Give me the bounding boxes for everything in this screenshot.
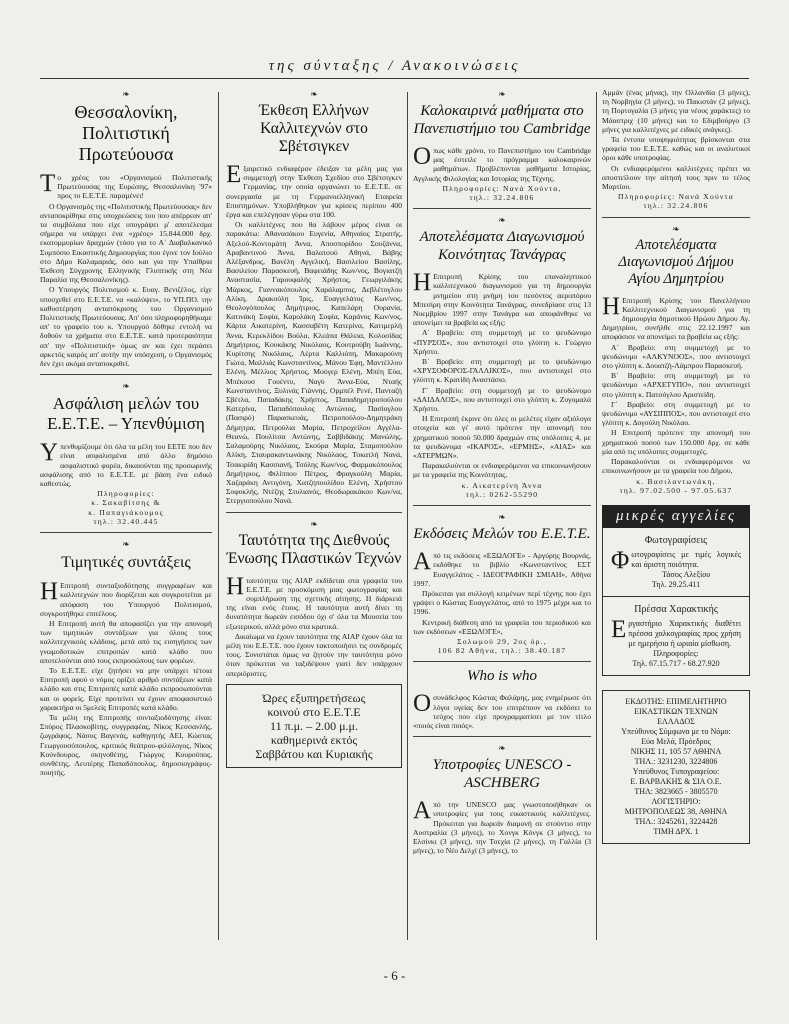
- ornament-icon: ❧: [122, 381, 130, 392]
- contact-line: 106 82 Αθήνα, τηλ.: 38.40.187: [437, 646, 567, 656]
- drop-cap: Α: [413, 548, 432, 576]
- article-title: Ταυτότητα της Διεθνούς Ένωσης Πλαστικών Τεχνών: [226, 531, 402, 567]
- publisher-box: [602, 690, 750, 844]
- article-paragraph: Α΄ Βραβείο: στη συμμετοχή με το ψευδώνυμο «ΠΥΡΣΟΣ», που αντιστοιχεί στο γλύπτη κ. Γεώργιο Χρήστο.: [413, 328, 591, 356]
- office-hours-box: [226, 684, 402, 768]
- ornament-icon: ❧: [672, 223, 680, 234]
- article-paragraph: Αμμάν (ένας μήνας), την Ολλανδία (3 μήνες), τη Νορβηγία (3 μήνες), το Πακιστάν (2 μήνες), τη Πορτογαλία (3 μήνες για νέους χαράκτες) το Μάαστριχ (10 μήνες) και το Εδιμβούργο (3 μήνες για καλλιτέχνες με ειδικές ανάγκες).: [602, 88, 750, 134]
- column-3: [413, 88, 591, 856]
- contact-line: τηλ.: 32.40.445: [93, 516, 159, 526]
- article-paragraph: Η Επιτροπή αυτή θα αποφασίζει για την απονομή των τιμητικών συντάξεων για όλους τους καλλιτεχνικούς κλάδους, μετά από τις εισηγήσεις των γνωμοδοτικών επιτροπών κατά κλάδο που αποτελούνται από τους εκπροσώπους των φορέων.: [40, 618, 212, 665]
- column-divider: [596, 92, 597, 940]
- drop-cap: Ο: [413, 690, 432, 718]
- office-hours-line: καθημερινά εκτός: [270, 732, 358, 747]
- section-divider: [413, 736, 591, 737]
- publisher-line: ΤΗΛ.: 3245261, 3224428: [634, 817, 718, 827]
- publisher-line: ΕΙΚΑΣΤΙΚΩΝ ΤΕΧΝΩΝ: [634, 707, 718, 717]
- article-paragraph: Παρακαλούνται οι ενδιαφερόμενοι να επικοινωνήσουν με τα γραφεία του Δήμου,: [602, 457, 750, 476]
- contact-line: Τάσος Αλεξίου: [662, 570, 711, 580]
- article-title: Έκθεση Ελλήνων Καλλιτεχνών στο Σβέτσιγκεν: [259, 102, 369, 155]
- article-paragraph: Η Επιτροπή πρότεινε την απονομή του χρηματικού ποσού των 150.000 δρχ. σε κάθε μία από τις υπόλοιπες συμμετοχές.: [602, 428, 750, 456]
- ornament-icon: ❧: [310, 89, 318, 99]
- article-paragraph: Ηταυτότητα της ΑΙΑΡ εκδίδεται στα γραφεία του Ε.Ε.Τ.Ε. με προσκόμιση μιας φωτογραφίας και συμπλήρωση της σχετικής αίτησης. Η διάρκειά της είναι ενός έτους. Η ταυτότητα αυτή δίνει τη δυνατότητα δωρεάν εισόδου όχι σ' όλα τα Μουσεία του εξωτερικού, αλλά μόνο στα κρατικά.: [226, 572, 402, 631]
- article-paragraph: Από την UNESCO μας γνωστοποιήθηκαν οι υποτροφίες για τους εικαστικούς καλλιτέχνες. Πρόκειται για δωρεάν διαμονή σε στούντιο στην Αυστραλία (3 μήνες), το Χονγκ Κόνγκ (3 μήνες), το Ελσίνκι (3 μήνες), την Τσεχία (2 μήνες), τη Γαλλία (3 μήνες), το Νέο Δελχί (3 μήνες), το: [413, 797, 591, 856]
- drop-cap: Τ: [40, 170, 56, 197]
- ad-text: Φωτογραφίσεις με τιμές λογικές και άριστη ποιότητα.: [611, 547, 741, 575]
- contact-line: τηλ.: 0262-55290: [465, 489, 539, 499]
- section-divider: [413, 505, 591, 506]
- article-paragraph: Εξαιρετικό ενδιαφέρον έδειξαν τα μέλη μας για συμμετοχή στην Έκθεση Σχεδίου στο Σβέτσιγκεν Γερμανίας, την οποία οργανώνει το Ε.Ε.Τ.Ε. σε συνεργασία με τη Γερμανοελληνική Εταιρεία Επιστημόνων. Υποβλήθηκαν για κρίσεις περίπου 400 έργα και επελέγησαν γύρω στα 100.: [226, 161, 402, 220]
- drop-cap: Η: [226, 572, 245, 600]
- contact-line: τηλ. 97.02.500 - 97.05.637: [619, 485, 733, 495]
- publisher-line: Εύα Μελά, Πρόεδρος: [641, 737, 711, 747]
- article-paragraph: Το χρέος του «Οργανισμού Πολιτιστικής Πρωτεύουσας της Ευρώπης, Θεσσαλονίκη '97» προς το Ε.Ε.Τ.Ε. παραμένει!: [40, 170, 212, 201]
- contact-line: Σολωμού 29, 2ος όρ.,: [457, 636, 547, 646]
- contact-line: κ. Παπαγιάκουμος: [88, 507, 164, 517]
- article-paragraph: Δικαίωμα να έχουν ταυτότητα της ΑΙΑΡ έχουν όλα τα μέλη του Ε.Ε.Τ.Ε. που έχουν τακτοποιήσει τις συνδρομές τους. Συνιστάται όμως να ζητούν την ταυτότητα μόνο όταν πρόκειται να ταξιδέψουν γιατί δεν υπάρχουν απεριόριστες.: [226, 631, 402, 678]
- column-divider: [218, 92, 219, 940]
- publisher-line: Υπεύθυνος Σύμφωνα με το Νόμο:: [621, 727, 731, 737]
- article-title: Εκδόσεις Μελών του Ε.Ε.Τ.Ε.: [413, 526, 591, 543]
- article-paragraph: Τα μέλη της Επιτροπής συνταξιοδότησης είναι: Σπύρος Πλασκοβίτης, συγγραφέας, Νίκος Κεσσανλής, ζωγράφος, Νάσος Βαγενάς, καθηγητής ΑΕΙ, Κώστας Γεωργουσόπουλος, κριτικός θεάτρου-φιλόλογος, Νίκος Κούνδουρος, σκηνοθέτης, Γιώργος Κουρούπος, συνθέτης, Λευτέρης Παπαδόπουλος, δημοσιογράφος-ποιητής.: [40, 712, 212, 778]
- article-title: Τιμητικές συντάξεις: [61, 554, 191, 572]
- article-paragraph: Η Επιτροπή έκρινε ότι όλες οι μελέτες είχαν αξιόλογα στοιχεία και γι' αυτό πρότεινε την απονομή του χρηματικού ποσού 50.000 δραχμών στις υπόλοιπες 4, με τα ψευδώνυμα «ΙΚΑΡΟΣ», «ΕΡΜΗΣ», «ΑΙΑΣ» και «ΑΤΕΡΜΩΝ».: [413, 414, 591, 461]
- column-2: [226, 88, 402, 768]
- column-divider: [407, 92, 408, 940]
- publisher-line: Υπεύθυνος Τυπογραφείου:: [632, 767, 720, 777]
- article-paragraph: Από τις εκδόσεις «ΕΞΩΛΟΓΕ» - Αργύρης Βουρνάς, εκδόθηκε το βιβλίο «Κωνσταντίνος ΕΣΤ Ευαγγελάτος - ΙΔΕΟΓΡΑΦΙΚΗ ΣΜΙΑΗ», Αθήνα 1997.: [413, 548, 591, 588]
- section-divider: [226, 512, 402, 513]
- ornament-icon: ❧: [122, 539, 130, 550]
- contact-line: Τηλ. 67.15.717 - 68.27.920: [632, 659, 720, 669]
- office-hours-line: 11 π.μ. – 2.00 μ.μ.: [270, 718, 358, 733]
- publisher-line: ΤΙΜΗ ΔΡΧ. 1: [653, 827, 699, 837]
- drop-cap: Υ: [40, 439, 59, 467]
- article-paragraph: Γ΄ Βραβείο: στη συμμετοχή με το ψευδώνυμο «ΑΥΣΙΠΠΟΣ», που αντιστοιχεί στο γλύπτη κ. Δογούλη Νικόλαο.: [602, 399, 750, 428]
- article-paragraph: Κεντρική διάθεση από τα γραφεία του περιοδικού και των εκδόσεων «ΕΞΩΛΟΓΕ»,: [413, 617, 591, 636]
- article-paragraph: Οι καλλιτέχνες που θα λάβουν μέρος είναι οι παρακάτω: Αθανασάκου Ευγενία, Αθηναίος Στρατής, Αξελού-Κοντομάτη Άννα, Αποσπορίδου Σουζάννα, Αραβαντινού Άννα, Βαλατσού Αθηνά, Βάβης Αλέξανδρος, Βανέλη Αγγελική, Βασιλείου Βασίλης, Βασιλείου Παρασκευή, Βαφειάδης Κων/νος, Βογιατζή Αναστασία, Γαρουφαλής Χρήστος, Γεωργιλάκης Μάρκος, Γιαννακόπουλος Χαράλαμπος, Δεβλέτογλου Αλίκη, Δρακούλη Ίρις, Ευαγγελάτος Κων/νος, Θεολογόπουλος Δημήτριος, Καπελάρη Ουρανία, Κατινάκη Σοφία, Καρολάκη Σοφία, Καράνος Κων/νος, Κάρτα Αικατερίνη, Κασσαβέτη Κατερίνα, Κατιμερλή Άννα, Κερεκλίδου Βούλα, Κλεάπα Θάλεια, Κολοσίδας Δημήτριος, Κουκάκης Νικόλαος, Κουτρούβη Ιωάννης, Κυρίτσης Νικόλαος, Λέρτα Καλλιόπη, Μακαρούνη Γιώτα, Μαλλιάς Κωνσταντίνος, Μάνου Έφη, Μαντέλλου Ελένη, Μέλλιος Χρήστος, Μούγερ Ελένη, Μπέη Εύα, Μπέκουσ Γουέντυ, Ναγύ Άννα-Εύα, Νταής Κωνσταντίνος, Ξυλινάς Γιάννης, Ορμπέλ Ρενέ, Πανταζή Σβέτλα, Παπαδάκης Χρήστος, Παπαδημητροπούλου Κατερίνα, Παπαδόπουλος Αντώνιος, Πασίογλου (Πασιρό) Παρασκευάς, Πετροπούλου-Δημητράκη Δήμητρα, Πετρούλια Μαρία, Πετροχείλου Αγγέλα-Θεανώ, Πουλίτσα Αντώνης, Σαββιδάκης Μανώλης, Σαλαμούρης Νικόλαος, Σκούρα Μαρία, Σταμοπούλου Αλίκη, Σταυρακαντωνάκης Νικόλαος, Τοκατλή Νανά, Τσακιρίδη Κασσιανή, Τσόλης Κων/νος, Φαρμακόπουλος Δημήτριος, Φιλίππου Πέτρος, Φραγκούλη Μαρία, Χαζαράκη Αντιγόνη, Χατζηπουλίδου Ελένη, Χρήστου Σοφοκλής, Ντέζης Στυλιανός, Θεοδωρακάκου Κων/να, Στεργιοπούλου Νανά.: [226, 220, 402, 506]
- column-1: [40, 88, 212, 778]
- contact-line: Πληροφορίες: Νανά Χούντα,: [442, 183, 562, 193]
- contact-line: κ. Βασιλαντωνάκη,: [636, 476, 716, 486]
- article-paragraph: Οι ενδιαφερόμενοι καλλιτέχνες πρέπει να αποστείλουν την αίτησή τους πριν το τέλος Μαρτίου.: [602, 163, 750, 192]
- ornament-icon: ❧: [498, 215, 506, 226]
- page-header: της σύνταξης / Ανακοινώσεις: [268, 58, 521, 74]
- contact-line: Τηλ. 29.25.411: [651, 580, 701, 590]
- header-rule: [40, 78, 749, 79]
- article-title: Θεσσαλονίκη, Πολιτιστική Πρωτεύουσα: [74, 102, 178, 164]
- article-paragraph: Β΄ Βραβείο: στη συμμετοχή με το ψευδώνυμο «ΑΡΧΕΤΥΠΟ», που αντιστοιχεί στο γλύπτη κ. Πατσόγλου Αριστείδη.: [602, 371, 750, 399]
- article-paragraph: Β΄ Βραβείο: στη συμμετοχή με το ψευδώνυμο «ΧΡΥΣΟΦΟΡΟΣ-ΓΑΛΛΙΚΟΣ», που αντιστοιχεί στο γλύπτη κ. Κρατίδη Αναστάσιο.: [413, 357, 591, 385]
- article-paragraph: Ο Οργανισμός της «Πολιτιστικής Πρωτεύουσας» δεν ανταποκρίθηκε στις υποχρεώσεις του που απέρρεαν απ' τα συμβόλαια που είχε υπογράψει μ' αποτέλεσμα σήμερα να υπάρχει ένα «χρέος» 15.844.000 δρχ. εκατομμυρίων δραχμών (τόσο για το Α΄ Διαβαλκανικό Συμπόσιο Εικαστικής Δημιουργίας που έγινε τον Ιούλιο στο Δήμο Καλαμαριάς, όσο και για την Υπαίθρια Έκθεση Σύγχρονης Ελληνικής Γλυπτικής στη Νέα Παραλία της Θεσσαλονίκης).: [40, 201, 212, 285]
- office-hours-line: Σαββάτου και Κυριακής: [255, 746, 373, 761]
- drop-cap: Α: [413, 797, 432, 825]
- article-paragraph: Το Ε.Ε.Τ.Ε. είχε ζητήσει να μην υπάρχει τέτοια Επιτροπή αφού ο νόμος ορίζει αριθμό συντάξεων κατά κλάδο και στις Επιτροπές κατά κλάδο εκπροσωπούνται και οι φορείς. Είχε προτείνει να έχουν αποφασιστικό χαρακτήρα οι 5μελείς Επιτροπές κατά κλάδο.: [40, 665, 212, 712]
- ad-text: Εργαστήριο Χαρακτικής διαθέτει πρέσσα χαλκογραφίας προς χρήση με ημερήσια ή ωριαία μίσθωση.: [611, 616, 741, 649]
- section-divider: [413, 208, 591, 209]
- article-paragraph: Η Επιτροπή Κρίσης του επαναληπτικού καλλιτεχνικού διαγωνισμού για τη δημιουργία μνημείου στη μνήμη του πεσόντος αεροπόρου Μπεσίρη στην Κοινότητα Τανάγρας, συνεδρίασε στις 13 Νοεμβρίου 1997 στην Τανάγρα και αποφάνθηκε να απονείμει τα βραβεία ως εξής:: [413, 269, 591, 328]
- section-divider: [40, 374, 212, 375]
- drop-cap: Ε: [226, 161, 242, 188]
- column-4: [602, 88, 750, 844]
- article-paragraph: Ο Υπουργός Πολιτισμού κ. Ευαγ. Βενιζέλος, είχε υποσχεθεί στο Ε.Ε.Τ.Ε. να «καλύψει», το ΥΠ.ΠΟ. την καθυστέρηση ανταπόκρισης του Οργανισμού Πολιτιστικής Πρωτεύουσας. Απ' όσο πληροφορηθήκαμε απ' το γραφείο του κ. Υπουργού δόθηκε εντολή να δοθούν τα χρήματα στο Ε.Ε.Τ.Ε. κατά προτεραιότητα απ' την «Πολιτιστική» όμως αν και έχει περάσει αρκετός καιρός απ' αυτήν την υπόσχεση, ο Οργανισμός δεν έχει ακόμα ανταποκριθεί.: [40, 285, 212, 369]
- office-hours-line: Ώρες εξυπηρετήσεως: [262, 690, 366, 705]
- ornament-icon: ❧: [498, 743, 506, 754]
- article-title: Αποτελέσματα Διαγωνισμού Κοινότητας Τανάγρας: [419, 229, 585, 264]
- contact-line: κ. Αικατερίνη Άννα: [461, 480, 543, 490]
- ornament-icon: ❧: [122, 89, 130, 99]
- drop-cap: Η: [602, 292, 621, 320]
- section-divider: [413, 661, 591, 662]
- article-paragraph: Πρόκειται για συλλογή κειμένων περί τέχνης που έχει γράψει ο Κώστας Ευαγγελάτος, από το 1975 μέχρι και το 1996.: [413, 588, 591, 617]
- publisher-line: ΕΚΔΟΤΗΣ: ΕΠΙΜΕΛΗΤΗΡΙΟ: [625, 697, 727, 707]
- ornament-icon: ❧: [310, 518, 318, 529]
- article-paragraph: Γ΄ Βραβείο: στη συμμετοχή με το ψευδώνυμο «ΔΑΙΔΑΛΟΣ», που αντιστοιχεί στο γλύπτη κ. Ζυγομαλά Χρήστο.: [413, 385, 591, 414]
- section-divider: [40, 532, 212, 533]
- article-paragraph: Οπως κάθε χρόνο, το Πανεπιστήμιο του Cambridge μας έστειλε το πρόγραμμα καλοκαιρινών μαθημάτων. Προβλέπονται μαθήματα Ιστορίας, Αγγλικής Φιλολογίας και Ιστορίας της Τέχνης.: [413, 143, 591, 183]
- article-title: Who is who: [466, 668, 537, 685]
- publisher-line: ΛΟΓΙΣΤΗΡΙΟ:: [651, 797, 701, 807]
- ad-title: Φωτογραφίσεις: [644, 535, 708, 547]
- article-paragraph: Οσυνάδελφος Κώστας Φαλάρης, μας ενημέρωσε ότι λόγοι υγείας δεν του επιτρέπουν να εκδόσει το τεύχος που είχε προγραμματίσει με τον τίτλο «ποιός είναι ποιός».: [413, 690, 591, 730]
- ad-title: Πρέσσα Χαρακτικής: [634, 604, 718, 616]
- office-hours-line: κοινού στο Ε.Ε.Τ.Ε: [267, 704, 361, 719]
- section-divider: [602, 217, 750, 218]
- article-paragraph: Παρακαλούνται οι ενδιαφερόμενοι να επικοινωνήσουν με τα γραφεία της Κοινότητας,: [413, 461, 591, 480]
- contact-line: Πληροφορίες:: [653, 649, 699, 659]
- classifieds-header: μικρές αγγελίες: [602, 505, 750, 528]
- article-paragraph: Υπενθυμίζουμε ότι όλα τα μέλη του ΕΕΤΕ που δεν είναι ασφαλισμένα από άλλο δημόσιο ασφαλιστικό φορέα, δικαιούνται της προσωρινής ασφάλισης από το Ε.Ε.Τ.Ε. με βάση ένα ειδικό καθεστώς.: [40, 439, 212, 489]
- classified-ad: [602, 597, 750, 676]
- article-title: Καλοκαιρινά μαθήματα στο Πανεπιστήμιο του Cambridge: [413, 103, 591, 137]
- article-paragraph: Η Επιτροπή συνταξιοδότησης συγγραφέων και καλλιτεχνών που διορίζεται και συγκροτείται με απόφαση του Υπουργού Πολιτισμού, συγκροτήθηκε επιτέλους.: [40, 578, 212, 618]
- contact-line: τηλ.: 32.24.806: [469, 193, 535, 203]
- drop-cap: Φ: [611, 547, 630, 575]
- contact-line: τηλ.: 32.24.806: [643, 201, 709, 211]
- classifieds: [602, 505, 750, 676]
- contact-line: Πληροφορίες:: [97, 489, 155, 499]
- drop-cap: Ο: [413, 143, 432, 170]
- contact-line: Πληροφορίες: Νανά Χούντα: [618, 192, 734, 202]
- publisher-line: ΤΗΛ.: 3231230, 3224806: [634, 757, 718, 767]
- article-paragraph: Τα έντυπα υποψηφιότητας βρίσκονται στα γραφεία του Ε.Ε.Τ.Ε. καθώς και οι αναλυτικοί όροι κάθε υποτροφίας.: [602, 135, 750, 163]
- article-title: Ασφάλιση μελών του Ε.Ε.Τ.Ε. – Υπενθύμιση: [47, 394, 205, 434]
- publisher-line: ΜΗΤΡΟΠΟΛΕΩΣ 38, ΑΘΗΝΑ: [624, 807, 728, 817]
- ornament-icon: ❧: [498, 89, 506, 99]
- drop-cap: Η: [413, 269, 432, 297]
- ornament-icon: ❧: [498, 512, 506, 523]
- publisher-line: Ε. ΒΑΡΒΑΚΗΣ & ΣΙΑ Ο.Ε.: [630, 777, 722, 787]
- article-paragraph: Α΄ Βραβείο: στη συμμετοχή με το ψευδώνυμο «ΑΛΚΥΝΟΟΣ», που αντιστοιχεί στο γλύπτη κ. Δουατζή-Λάμπρου Παρασκευή.: [602, 342, 750, 371]
- publisher-line: ΕΛΛΑΔΟΣ: [657, 717, 695, 727]
- drop-cap: Ε: [611, 616, 627, 644]
- article-paragraph: Η Επιτροπή Κρίσης του Πανελλήνιου Καλλιτεχνικού Διαγωνισμού για τη δημιουργία δημοτικού Ηρώου Δήμου Αγ. Δημητρίου, συνήλθε στις 22.12.1997 και αποφάσισε να απονείμει τα βραβεία ως εξής:: [602, 292, 750, 342]
- drop-cap: Η: [40, 578, 59, 606]
- classified-ad: [602, 528, 750, 597]
- publisher-line: ΤΗΛ: 3823665 - 3805570: [634, 787, 718, 797]
- contact-line: κ. Σακαβίτσης &: [91, 498, 161, 508]
- article-title: Υποτροφίες UNESCO - ASCHBERG: [432, 757, 572, 792]
- article-title: Αποτελέσματα Διαγωνισμού Δήμου Αγίου Δημητρίου: [618, 236, 734, 287]
- page-number: - 6 -: [383, 968, 406, 983]
- publisher-line: ΝΙΚΗΣ 11, 105 57 ΑΘΗΝΑ: [630, 747, 722, 757]
